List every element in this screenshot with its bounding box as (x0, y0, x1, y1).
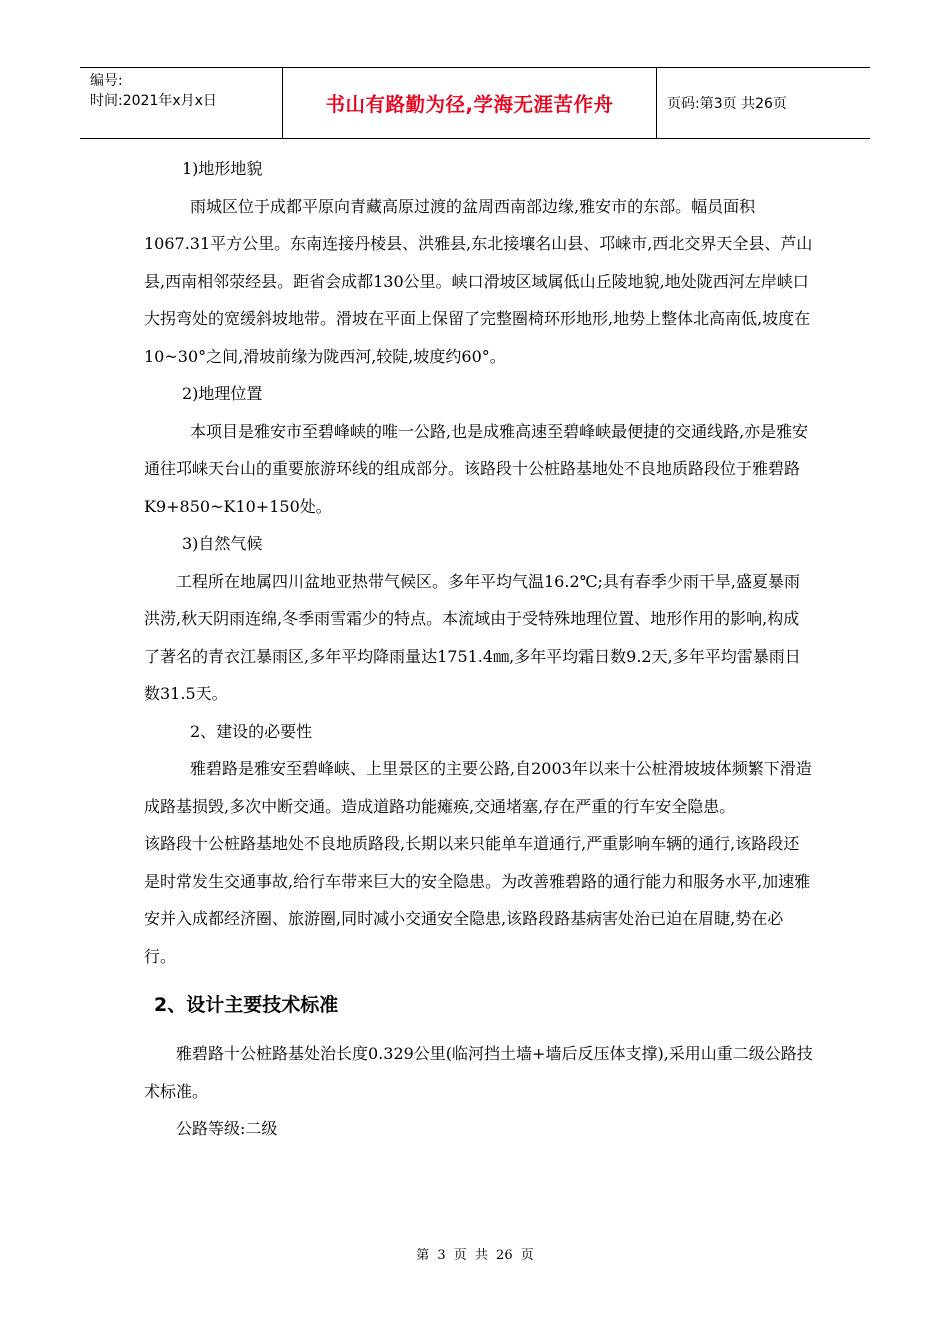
document-number-label: 编号: (90, 73, 123, 89)
subsection-title-location: 2)地理位置 (182, 384, 263, 403)
section-title-standards: 2、设计主要技术标准 (154, 994, 339, 1016)
page-footer: 第 3 页 共 26 页 (416, 1248, 534, 1263)
header-meta (80, 68, 283, 138)
paragraph-location: 本项目是雅安市至碧峰峡的唯一公路,也是成雅高速至碧峰峡最便捷的交通线路,亦是雅安通往邛崃天台山的重要旅游环线的组成部分。该路段十公桩路基地处不良地质路段位于雅碧路K9+850~K10+150处。 (144, 421, 809, 516)
paragraph-standards-1: 雅碧路十公桩路基处治长度0.329公里(临河挡土墙+墙后反压体支撑),采用山重二级公路技术标准。 (144, 1044, 813, 1101)
header-motto: 书山有路勤为径,学海无涯苦作舟 (283, 68, 657, 138)
document-time-label: 时间:2021年x月x日 (90, 93, 217, 109)
paragraph-necessity-2: 该路段十公桩路基地处不良地质路段,长期以来只能单车道通行,严重影响车辆的通行,该路段还是时常发生交通事故,给行车带来巨大的安全隐患。为改善雅碧路的通行能力和服务水平,加速雅安并入成都经济圈、旅游圈,同时减小交通安全隐患,该路段路基病害处治已迫在眉睫,势在必行。 (144, 834, 811, 966)
page-header (80, 67, 870, 139)
subsection-title-climate: 3)自然气候 (182, 534, 263, 553)
paragraph-climate: 工程所在地属四川盆地亚热带气候区。多年平均气温16.2℃;具有春季少雨干旱,盛夏暴雨洪涝,秋天阴雨连绵,冬季雨雪霜少的特点。本流域由于受特殊地理位置、地形作用的影响,构成了著名的青衣江暴雨区,多年平均降雨量达1751.4㎜,多年平均霜日数9.2天,多年平均雷暴雨日数31.5天。 (144, 571, 801, 703)
header-page-info: 页码:第3页 共26页 (667, 96, 787, 112)
paragraph-necessity-1: 雅碧路是雅安至碧峰峡、上里景区的主要公路,自2003年以来十公桩滑坡坡体频繁下滑造成路基损毁,多次中断交通。造成道路功能瘫痪,交通堵塞,存在严重的行车安全隐患。 (144, 759, 812, 816)
subsection-title-terrain: 1)地形地貌 (182, 159, 263, 178)
subsection-title-necessity: 2、建设的必要性 (190, 721, 313, 741)
document-body (144, 150, 814, 1148)
paragraph-terrain: 雨城区位于成都平原向青藏高原过渡的盆周西南部边缘,雅安市的东部。幅员面积1067.31平方公里。东南连接丹棱县、洪雅县,东北接壤名山县、邛崃市,西北交界天全县、芦山县,西南相邻荥经县。距省会成都130公里。峡口滑坡区域属低山丘陵地貌,地处陇西河左岸峡口大拐弯处的宽缓斜坡地带。滑坡在平面上保留了完整圈椅环形地形,地势上整体北高南低,坡度在10~30°之间,滑坡前缘为陇西河,较陡,坡度约60°。 (144, 196, 813, 366)
paragraph-standards-2: 公路等级:二级 (176, 1119, 278, 1138)
